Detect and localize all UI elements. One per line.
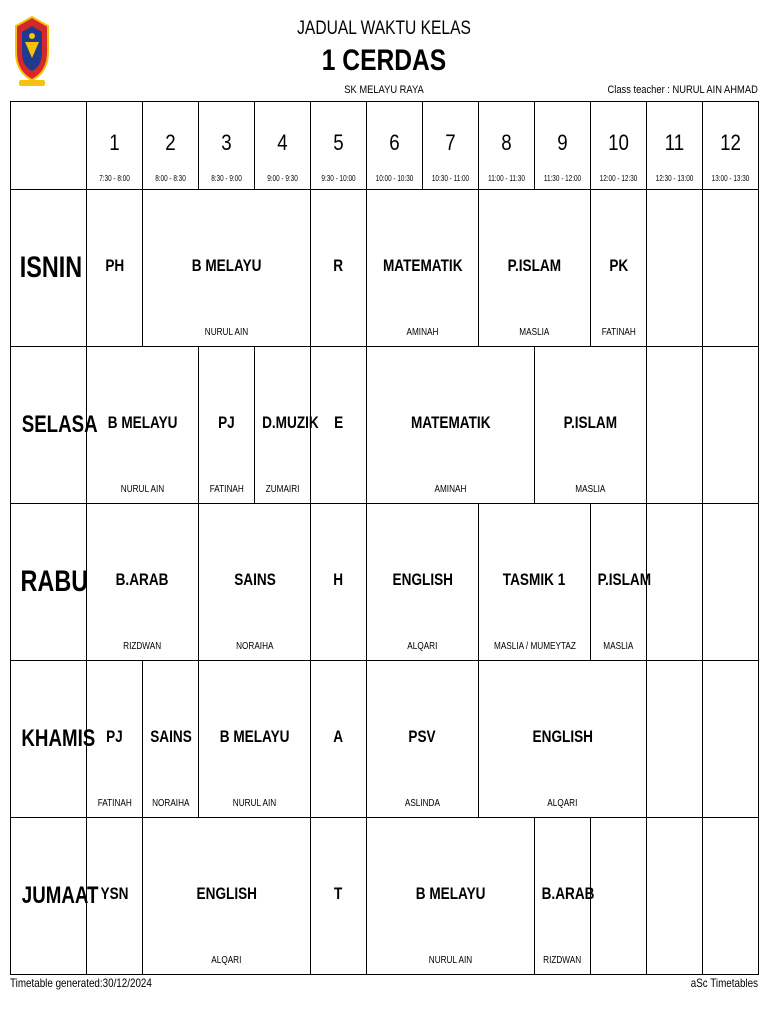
software-brand: aSc Timetables: [690, 976, 758, 990]
teacher-text: NURUL AIN: [428, 955, 473, 966]
lesson-cell: [367, 818, 535, 975]
subject-text: T: [334, 884, 343, 903]
period-time: 7:30 - 8:00: [99, 174, 130, 183]
subject-text: E: [333, 413, 344, 432]
period-number: 1: [109, 130, 120, 155]
lesson-cell: [87, 190, 143, 347]
period-number: 2: [165, 130, 176, 155]
period-number: 11: [664, 130, 685, 155]
teacher-text: MASLIA / MUMEYTAZ: [493, 641, 576, 652]
period-time: 11:30 - 12:00: [543, 174, 582, 183]
subject-text: MATEMATIK: [382, 256, 463, 275]
period-number: 12: [720, 130, 741, 155]
lesson-cell: [87, 347, 199, 504]
subject-name: [311, 570, 366, 590]
lesson-cell: [535, 347, 647, 504]
teacher-text: NORAIHA: [151, 798, 190, 809]
teacher-name: [367, 798, 478, 809]
period-number: 3: [221, 130, 232, 155]
subject-text: YSN: [100, 884, 129, 903]
period-number: 5: [333, 130, 344, 155]
period-header: [367, 102, 423, 190]
period-time: 8:00 - 8:30: [155, 174, 186, 183]
teacher-name: [479, 641, 590, 652]
subject-name: [143, 727, 198, 747]
day-label: [11, 661, 96, 818]
teacher-text: ALQARI: [407, 641, 438, 652]
period-header: [591, 102, 647, 190]
period-time: 11:00 - 11:30: [488, 174, 525, 183]
teacher-text: ALQARI: [547, 798, 578, 809]
subject-name: [591, 570, 652, 590]
lesson-cell: [255, 347, 319, 504]
lesson-cell: [199, 661, 311, 818]
teacher-text: FATINAH: [209, 484, 244, 495]
class-name: 1 CERDAS: [321, 44, 447, 77]
empty-cell: [647, 661, 703, 818]
teacher-text: RIZDWAN: [543, 955, 582, 966]
lesson-cell: [87, 661, 143, 818]
teacher-text: RIZDWAN: [123, 641, 162, 652]
empty-cell: [703, 504, 759, 661]
lesson-cell: [199, 347, 255, 504]
teacher-name: [199, 798, 310, 809]
teacher-text: MASLIA: [575, 484, 606, 495]
period-number: 6: [389, 130, 400, 155]
subject-name: [591, 256, 646, 276]
period-header: [423, 102, 479, 190]
empty-cell: [591, 818, 647, 975]
subject-text: B MELAYU: [219, 727, 290, 746]
period-header: [143, 102, 199, 190]
subject-name: [311, 413, 366, 433]
subject-text: PJ: [218, 413, 235, 432]
lesson-cell: [143, 661, 199, 818]
day-label: [11, 190, 87, 347]
subject-name: [703, 256, 758, 276]
subject-name: [87, 727, 142, 747]
period-time: 13:00 - 13:30: [711, 174, 750, 183]
subject-name: [647, 256, 702, 276]
teacher-name: [647, 484, 702, 495]
period-number: 7: [445, 130, 456, 155]
subject-name: [479, 570, 590, 590]
lesson-cell: [591, 504, 652, 661]
teacher-text: MASLIA: [603, 641, 634, 652]
empty-cell: [647, 190, 703, 347]
teacher-name: [87, 641, 198, 652]
period-number: 9: [557, 130, 568, 155]
lesson-cell: [311, 190, 367, 347]
teacher-name: [87, 484, 198, 495]
subject-name: [199, 413, 254, 433]
corner-cell: [11, 102, 87, 190]
teacher-name: [591, 641, 646, 652]
period-number: 10: [608, 130, 629, 155]
day-row: [11, 818, 759, 975]
subject-name: [591, 884, 646, 904]
teacher-name: [367, 327, 478, 338]
day-label: [11, 347, 98, 504]
teacher-name: [703, 955, 758, 966]
day-row: [11, 504, 759, 661]
school-crest-logo: [13, 14, 51, 90]
teacher-name: [199, 641, 310, 652]
lesson-cell: [479, 504, 591, 661]
subject-text: H: [333, 570, 344, 589]
subject-name: [311, 884, 366, 904]
teacher-name: [367, 484, 534, 495]
lesson-cell: [311, 347, 367, 504]
teacher-name: [703, 641, 758, 652]
teacher-name: [647, 798, 702, 809]
lesson-cell: [367, 504, 479, 661]
teacher-name: [535, 955, 590, 966]
teacher-text: MASLIA: [519, 327, 550, 338]
class-teacher-name: NURUL AIN AHMAD: [672, 84, 758, 96]
lesson-cell: [87, 504, 199, 661]
period-header-row: [11, 102, 759, 190]
teacher-text: AMINAH: [434, 484, 467, 495]
period-header: [255, 102, 311, 190]
lesson-cell: [367, 661, 479, 818]
period-time: 9:30 - 10:00: [321, 174, 356, 183]
period-header: [311, 102, 367, 190]
lesson-cell: [311, 818, 367, 975]
lesson-cell: [367, 190, 479, 347]
subject-text: PSV: [408, 727, 437, 746]
period-header: [199, 102, 255, 190]
day-row: [11, 190, 759, 347]
subject-text: ENGLISH: [392, 570, 453, 589]
teacher-name: [479, 798, 646, 809]
subject-text: ENGLISH: [532, 727, 593, 746]
document-title: JADUAL WAKTU KELAS: [297, 18, 471, 39]
teacher-name: [647, 955, 702, 966]
subject-name: [703, 413, 758, 433]
generated-date: Timetable generated:30/12/2024: [10, 976, 152, 990]
teacher-name: [703, 798, 758, 809]
lesson-cell: [311, 504, 367, 661]
empty-cell: [703, 818, 759, 975]
period-header: [703, 102, 759, 190]
period-number: 4: [277, 130, 288, 155]
teacher-text: ALQARI: [211, 955, 242, 966]
subject-name: [535, 884, 595, 904]
teacher-text: NURUL AIN: [204, 327, 249, 338]
subject-text: TASMIK 1: [503, 570, 566, 589]
teacher-name: [311, 641, 366, 652]
lesson-cell: [535, 818, 595, 975]
subject-text: B MELAYU: [415, 884, 486, 903]
subject-name: [479, 256, 590, 276]
teacher-name: [311, 955, 366, 966]
teacher-name: [87, 327, 142, 338]
teacher-name: [311, 798, 366, 809]
subject-name: [87, 570, 198, 590]
teacher-text: FATINAH: [601, 327, 636, 338]
subject-name: [535, 413, 646, 433]
lesson-cell: [479, 661, 647, 818]
subject-name: [703, 727, 758, 747]
subject-name: [647, 884, 702, 904]
empty-cell: [703, 190, 759, 347]
class-teacher: [608, 84, 758, 96]
period-header: [647, 102, 703, 190]
subject-text: B.ARAB: [116, 570, 169, 589]
teacher-name: [143, 798, 198, 809]
teacher-name: [591, 955, 646, 966]
subject-name: [647, 413, 702, 433]
subject-text: D.MUZIK: [262, 413, 319, 432]
period-header: [479, 102, 535, 190]
day-name: SELASA: [21, 411, 98, 438]
teacher-text: ASLINDA: [404, 798, 441, 809]
period-time: 12:00 - 12:30: [599, 174, 638, 183]
subject-name: [199, 570, 310, 590]
lesson-cell: [311, 661, 367, 818]
teacher-text: FATINAH: [97, 798, 132, 809]
subject-name: [703, 570, 758, 590]
teacher-text: NURUL AIN: [232, 798, 277, 809]
lesson-cell: [143, 818, 311, 975]
subject-name: [311, 256, 366, 276]
day-name: KHAMIS: [21, 725, 96, 752]
subject-name: [311, 727, 366, 747]
subject-name: [367, 413, 534, 433]
period-time: 10:30 - 11:00: [431, 174, 470, 183]
day-name: RABU: [20, 565, 89, 598]
period-time: 9:00 - 9:30: [267, 174, 298, 183]
subject-name: [703, 884, 758, 904]
period-header: [535, 102, 591, 190]
lesson-cell: [87, 818, 143, 975]
teacher-name: [143, 955, 310, 966]
subject-name: [479, 727, 646, 747]
subject-text: A: [333, 727, 344, 746]
lesson-cell: [479, 190, 591, 347]
teacher-text: NORAIHA: [235, 641, 274, 652]
subject-name: [647, 570, 702, 590]
subject-text: ENGLISH: [196, 884, 257, 903]
day-name: ISNIN: [19, 251, 83, 284]
subject-text: P.ISLAM: [597, 570, 652, 589]
teacher-name: [199, 484, 254, 495]
period-header: [87, 102, 143, 190]
subject-text: B.ARAB: [541, 884, 595, 903]
subject-name: [143, 884, 310, 904]
subject-text: PJ: [106, 727, 123, 746]
subject-name: [367, 884, 534, 904]
subject-text: P.ISLAM: [563, 413, 618, 432]
subject-name: [87, 884, 142, 904]
empty-cell: [647, 347, 703, 504]
period-time: 8:30 - 9:00: [211, 174, 242, 183]
class-teacher-label: Class teacher :: [607, 84, 671, 96]
lesson-cell: [591, 190, 647, 347]
lesson-cell: [143, 190, 311, 347]
subject-name: [255, 413, 319, 433]
day-row: [11, 661, 759, 818]
subject-text: SAINS: [149, 727, 192, 746]
subject-name: [143, 256, 310, 276]
subject-text: B MELAYU: [191, 256, 262, 275]
teacher-name: [367, 955, 534, 966]
subject-text: P.ISLAM: [507, 256, 562, 275]
empty-cell: [647, 818, 703, 975]
teacher-text: NURUL AIN: [120, 484, 165, 495]
teacher-name: [479, 327, 590, 338]
subject-name: [87, 413, 198, 433]
teacher-name: [647, 327, 702, 338]
subject-text: MATEMATIK: [410, 413, 491, 432]
subject-name: [87, 256, 142, 276]
timetable-grid: [10, 101, 759, 975]
day-row: [11, 347, 759, 504]
empty-cell: [647, 504, 703, 661]
teacher-name: [255, 484, 310, 495]
teacher-name: [703, 484, 758, 495]
subject-text: B MELAYU: [107, 413, 178, 432]
teacher-text: ZUMAIRI: [265, 484, 300, 495]
teacher-text: AMINAH: [406, 327, 439, 338]
empty-cell: [703, 661, 759, 818]
day-name: JUMAAT: [21, 882, 99, 909]
teacher-name: [535, 484, 646, 495]
day-label: [11, 504, 87, 661]
subject-text: PK: [609, 256, 628, 275]
subject-name: [367, 570, 478, 590]
teacher-name: [143, 327, 310, 338]
subject-name: [367, 727, 478, 747]
period-time: 10:00 - 10:30: [375, 174, 414, 183]
subject-name: [367, 256, 478, 276]
school-name: SK MELAYU RAYA: [344, 84, 424, 96]
subject-text: R: [333, 256, 344, 275]
teacher-name: [87, 955, 142, 966]
teacher-name: [311, 484, 366, 495]
empty-cell: [703, 347, 759, 504]
teacher-name: [87, 798, 142, 809]
lesson-cell: [199, 504, 311, 661]
day-label: [11, 818, 99, 975]
teacher-name: [647, 641, 702, 652]
teacher-name: [367, 641, 478, 652]
subject-name: [199, 727, 310, 747]
subject-text: PH: [105, 256, 124, 275]
subject-name: [647, 727, 702, 747]
lesson-cell: [367, 347, 535, 504]
period-time: 12:30 - 13:00: [655, 174, 694, 183]
period-number: 8: [501, 130, 512, 155]
teacher-name: [311, 327, 366, 338]
subject-text: SAINS: [233, 570, 276, 589]
teacher-name: [591, 327, 646, 338]
teacher-name: [703, 327, 758, 338]
